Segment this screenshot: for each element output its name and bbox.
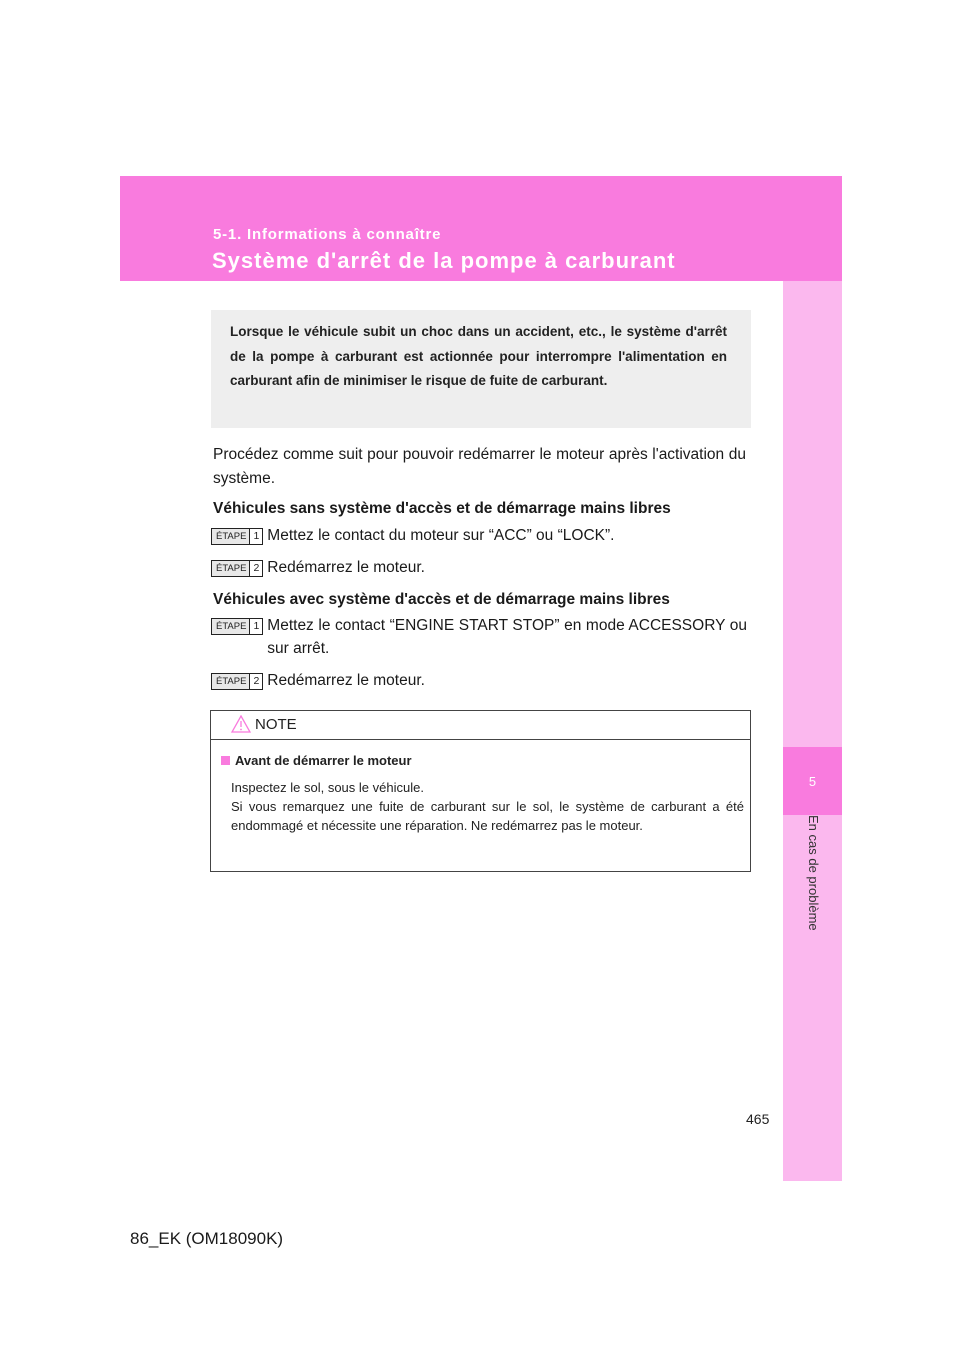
intro-text: Lorsque le véhicule subit un choc dans un accident, etc., le système d'arrêt de la pompe à carburant est actionnée pour interrompre l'alimentation en carburant afin de minimiser le risque de fuite de carburant. [230, 324, 727, 388]
warning-triangle-icon [231, 715, 251, 733]
intro-box [211, 310, 751, 428]
step-text: Redémarrez le moteur. [267, 559, 425, 576]
section-label: 5-1. Informations à connaître [213, 226, 442, 243]
step-badge: ÉTAPE 2 [211, 560, 263, 577]
instructions-text: Procédez comme suit pour pouvoir redémarrer le moteur après l'activation du système. [213, 446, 746, 487]
step-text: Mettez le contact du moteur sur “ACC” ou “LOCK”. [267, 527, 615, 544]
note-subheading-text: Avant de démarrer le moteur [235, 753, 412, 768]
note-box [210, 710, 751, 872]
step-text: Mettez le contact “ENGINE START STOP” en mode ACCESSORY ou sur arrêt. [267, 617, 747, 657]
step-badge: ÉTAPE 1 [211, 618, 263, 635]
chapter-tab [783, 815, 842, 960]
page-title: Système d'arrêt de la pompe à carburant [212, 248, 676, 273]
step-item [211, 556, 747, 579]
side-strip [783, 281, 842, 1181]
section2-heading: Véhicules avec système d'accès et de démarrage mains libres [213, 591, 670, 608]
note-line: Inspectez le sol, sous le véhicule. [231, 780, 424, 795]
chapter-tab-label: En cas de problème [805, 815, 821, 931]
step-badge: ÉTAPE 2 [211, 673, 263, 690]
section1-heading: Véhicules sans système d'accès et de démarrage mains libres [213, 500, 671, 517]
note-line: Si vous remarquez une fuite de carburant sur le sol, le système de carburant a été endommagé et nécessite une réparation. Ne redémarrez pas le moteur. [231, 799, 744, 833]
note-title: NOTE [255, 716, 297, 733]
note-header [211, 711, 750, 740]
step-item [211, 669, 747, 692]
step-badge: ÉTAPE 1 [211, 528, 263, 545]
chapter-tab-number: 5 [783, 747, 842, 815]
square-bullet-icon [221, 756, 230, 765]
step-item [211, 524, 747, 547]
note-body [231, 778, 744, 835]
step-item [211, 614, 747, 660]
note-subheading [221, 753, 412, 768]
step-text: Redémarrez le moteur. [267, 672, 425, 689]
page-number: 465 [746, 1111, 770, 1127]
document-code: 86_EK (OM18090K) [130, 1229, 284, 1248]
